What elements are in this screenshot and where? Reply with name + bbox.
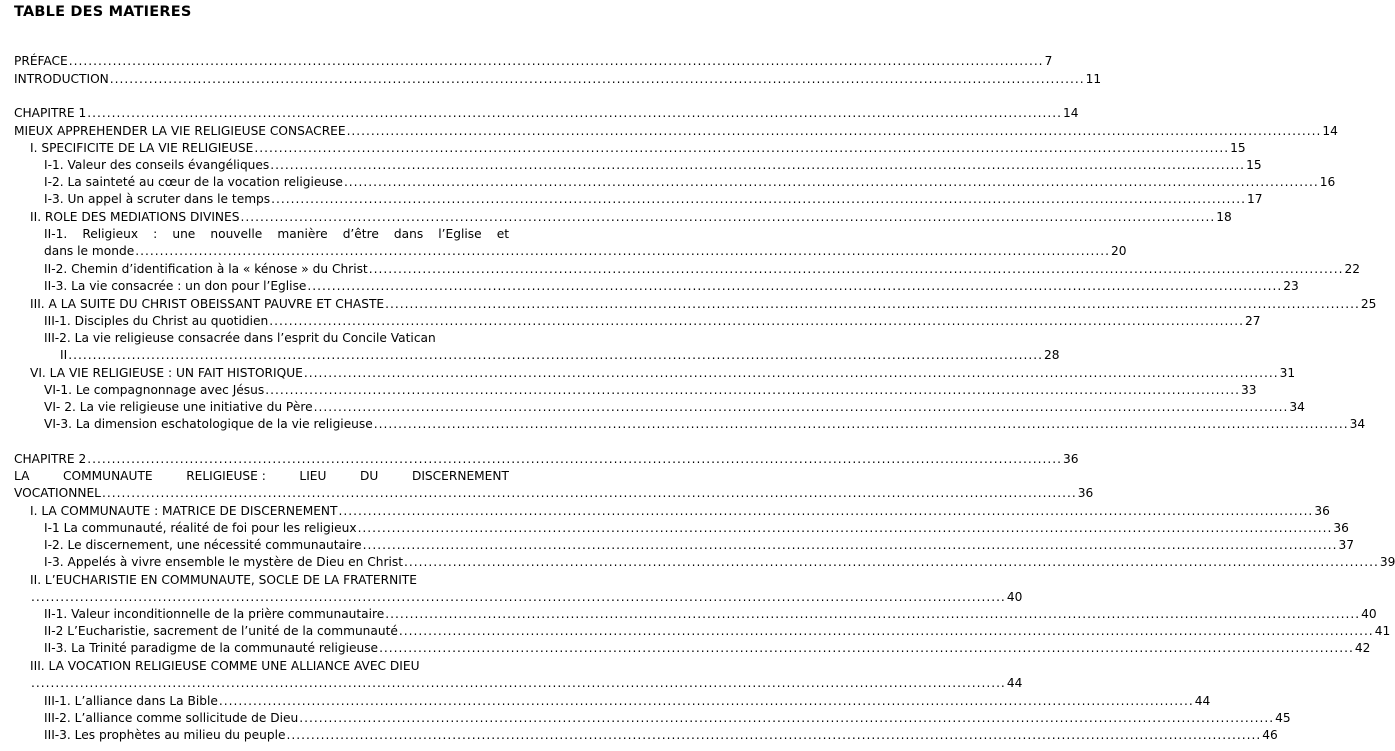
- toc-dot-leader: ........................................................................................................................................................................................................: [343, 175, 1319, 189]
- toc-entry-word: l’Eglise: [438, 227, 482, 241]
- toc-dot-leader: ........................................................................................................................................................................................................: [68, 348, 1044, 362]
- toc-dot-leader: ........................................................................................................................................................................................................: [379, 641, 1354, 655]
- toc-dot-leader: ........................................................................................................................................................................................................: [135, 244, 1111, 258]
- toc-entry-label: CHAPITRE 2: [14, 452, 87, 466]
- toc-entry-label: II: [60, 348, 68, 362]
- toc-entry-label: I-1 La communauté, réalité de foi pour les religieux: [44, 521, 357, 535]
- toc-page-number: 28: [1044, 348, 1060, 362]
- toc-entry-label: I-3. Appelés à vivre ensemble le mystère de Dieu en Christ: [44, 555, 404, 569]
- toc-page-number: 14: [1322, 124, 1338, 138]
- toc-entry-label: I-1. Valeur des conseils évangéliques: [44, 158, 270, 172]
- toc-dot-leader: ........................................................................................................................................................................................................: [357, 521, 1333, 535]
- toc-dot-leader: ........................................................................................................................................................................................................: [271, 192, 1246, 206]
- toc-entry-label-line: [14, 469, 509, 484]
- toc-entry-label: I-3. Un appel à scruter dans le temps: [44, 192, 271, 206]
- toc-entry-label: PRÉFACE: [14, 54, 68, 68]
- toc-entry-label: II-2 L’Eucharistie, sacrement de l’unité de la communauté: [44, 624, 398, 638]
- toc-entry-label: INTRODUCTION: [14, 72, 109, 86]
- toc-page-number: 23: [1283, 279, 1299, 293]
- toc-entry-label: II-2. Chemin d’identification à la « kénose » du Christ: [44, 262, 368, 276]
- toc-entry-label: III-2. L’alliance comme sollicitude de Dieu: [44, 711, 299, 725]
- toc-page-number: 14: [1063, 106, 1079, 120]
- toc-dot-leader: ........................................................................................................................................................................................................: [303, 366, 1279, 380]
- toc-entry-label: VI-1. Le compagnonnage avec Jésus: [44, 383, 265, 397]
- toc-page-number: 41: [1374, 624, 1391, 638]
- toc-dot-leader: ........................................................................................................................................................................................................: [101, 486, 1077, 500]
- toc-entry-word: :: [153, 227, 158, 241]
- toc-dot-leader: ........................................................................................................................................................................................................: [87, 452, 1063, 466]
- toc-entry-label: II. ROLE DES MEDIATIONS DIVINES: [30, 210, 240, 224]
- toc-dot-leader: ........................................................................................................................................................................................................: [269, 314, 1245, 328]
- toc-entry-label: VI- 2. La vie religieuse une initiative du Père: [44, 400, 313, 414]
- toc-entry-label: dans le monde: [44, 244, 135, 258]
- toc-dot-leader: ........................................................................................................................................................................................................: [270, 158, 1246, 172]
- toc-dot-leader: ........................................................................................................................................................................................................: [346, 124, 1322, 138]
- toc-dot-leader: ........................................................................................................................................................................................................: [87, 106, 1063, 120]
- toc-dot-leader: ........................................................................................................................................................................................................: [265, 383, 1241, 397]
- toc-dot-leader: ........................................................................................................................................................................................................: [218, 694, 1194, 708]
- toc-entry-word: dans: [393, 227, 424, 241]
- toc-entry-word: COMMUNAUTE: [63, 469, 153, 483]
- toc-entry-label-line: [30, 573, 509, 588]
- toc-entry-label: II. L’EUCHARISTIE EN COMMUNAUTE, SOCLE DE LA FRATERNITE: [30, 573, 417, 587]
- toc-dot-leader: ........................................................................................................................................................................................................: [31, 676, 1006, 690]
- toc-page-number: 18: [1216, 210, 1232, 224]
- toc-dot-leader: ........................................................................................................................................................................................................: [299, 711, 1275, 725]
- toc-dot-leader: ........................................................................................................................................................................................................: [338, 504, 1314, 518]
- toc-dot-leader: ........................................................................................................................................................................................................: [385, 297, 1360, 311]
- toc-entry-word: II-1.: [44, 227, 68, 241]
- toc-entry-label: II-3. La Trinité paradigme de la communauté religieuse: [44, 641, 379, 655]
- toc-entry-label: III. A LA SUITE DU CHRIST OBEISSANT PAUVRE ET CHASTE: [30, 297, 385, 311]
- toc-page-number: 33: [1241, 383, 1257, 397]
- toc-page-number: 27: [1245, 314, 1261, 328]
- toc-page-number: 40: [1361, 607, 1377, 621]
- toc-entry-label-line: [44, 227, 509, 242]
- toc-dot-leader: ........................................................................................................................................................................................................: [398, 624, 1374, 638]
- toc-dot-leader: ........................................................................................................................................................................................................: [286, 728, 1262, 742]
- toc-page-number: 46: [1262, 728, 1278, 742]
- toc-entry-label: VI-3. La dimension eschatologique de la vie religieuse: [44, 417, 373, 431]
- toc-dot-leader: ........................................................................................................................................................................................................: [368, 262, 1344, 276]
- toc-entry-word: Religieux: [82, 227, 139, 241]
- toc-page-number: 42: [1354, 641, 1371, 655]
- toc-entry-label: III-2. La vie religieuse consacrée dans l’esprit du Concile Vatican: [44, 331, 436, 345]
- toc-entry-word: LIEU: [299, 469, 327, 483]
- toc-entry-label: CHAPITRE 1: [14, 106, 87, 120]
- toc-page-number: 40: [1006, 590, 1023, 604]
- toc-page-number: 22: [1344, 262, 1361, 276]
- toc-entry-word: DU: [360, 469, 379, 483]
- toc-dot-leader: ........................................................................................................................................................................................................: [109, 72, 1085, 86]
- toc-entry-label: VOCATIONNEL: [14, 486, 101, 500]
- toc-dot-leader: ........................................................................................................................................................................................................: [404, 555, 1379, 569]
- toc-entry-word: nouvelle: [210, 227, 263, 241]
- toc-page-number: 20: [1111, 244, 1127, 258]
- toc-page-number: 15: [1230, 141, 1246, 155]
- toc-entry-label: II-1. Valeur inconditionnelle de la prière communautaire: [44, 607, 385, 621]
- toc-title: TABLE DES MATIERES: [14, 4, 192, 20]
- toc-entry-label: VI. LA VIE RELIGIEUSE : UN FAIT HISTORIQUE: [30, 366, 303, 380]
- toc-page-number: 36: [1333, 521, 1349, 535]
- toc-entry-label: III. LA VOCATION RELIGIEUSE COMME UNE ALLIANCE AVEC DIEU: [30, 659, 420, 673]
- toc-entry-label: I. LA COMMUNAUTE : MATRICE DE DISCERNEMENT: [30, 504, 338, 518]
- toc-dot-leader: ........................................................................................................................................................................................................: [362, 538, 1338, 552]
- toc-entry-word: manière: [277, 227, 328, 241]
- toc-dot-leader: ........................................................................................................................................................................................................: [254, 141, 1230, 155]
- toc-entry-label: III-3. Les prophètes au milieu du peuple: [44, 728, 286, 742]
- toc-page-number: 36: [1063, 452, 1079, 466]
- toc-dot-leader: ........................................................................................................................................................................................................: [68, 54, 1044, 68]
- toc-page-number: 34: [1289, 400, 1305, 414]
- toc-page-number: 31: [1279, 366, 1296, 380]
- toc-dot-leader: ........................................................................................................................................................................................................: [373, 417, 1349, 431]
- toc-page-number: 45: [1275, 711, 1291, 725]
- toc-entry-label: MIEUX APPREHENDER LA VIE RELIGIEUSE CONSACREE: [14, 124, 346, 138]
- toc-entry-word: une: [172, 227, 196, 241]
- toc-entry-word: RELIGIEUSE :: [186, 469, 266, 483]
- toc-dot-leader: ........................................................................................................................................................................................................: [385, 607, 1361, 621]
- toc-page-number: 39: [1379, 555, 1395, 569]
- toc-page-number: 44: [1194, 694, 1211, 708]
- toc-entry-label: III-1. Disciples du Christ au quotidien: [44, 314, 269, 328]
- toc-dot-leader: ........................................................................................................................................................................................................: [31, 590, 1006, 604]
- toc-entry-label: III-1. L’alliance dans La Bible: [44, 694, 218, 708]
- toc-page-number: 37: [1338, 538, 1354, 552]
- toc-entry-word: DISCERNEMENT: [411, 469, 509, 483]
- toc-entry-word: LA: [14, 469, 30, 483]
- toc-page-number: 17: [1246, 192, 1263, 206]
- toc-page-number: 34: [1349, 417, 1366, 431]
- toc-entry-label-line: [44, 331, 509, 346]
- toc-entry-label: I. SPECIFICITE DE LA VIE RELIGIEUSE: [30, 141, 254, 155]
- toc-page-number: 44: [1006, 676, 1023, 690]
- toc-entry-label: I-2. La sainteté au cœur de la vocation religieuse: [44, 175, 343, 189]
- toc-dot-leader: ........................................................................................................................................................................................................: [307, 279, 1283, 293]
- toc-page-number: 25: [1360, 297, 1377, 311]
- toc-page-number: 15: [1246, 158, 1262, 172]
- toc-page-number: 7: [1044, 54, 1053, 68]
- toc-page-number: 36: [1077, 486, 1094, 500]
- toc-entry-label: II-3. La vie consacrée : un don pour l’Eglise: [44, 279, 307, 293]
- toc-page-number: 36: [1314, 504, 1330, 518]
- toc-dot-leader: ........................................................................................................................................................................................................: [313, 400, 1289, 414]
- toc-entry-label-line: [30, 659, 509, 674]
- toc-entry-word: et: [496, 227, 509, 241]
- toc-dot-leader: ........................................................................................................................................................................................................: [240, 210, 1216, 224]
- toc-entry-label: I-2. Le discernement, une nécessité communautaire: [44, 538, 362, 552]
- toc-page-number: 11: [1085, 72, 1102, 86]
- toc-entry-word: d’être: [342, 227, 379, 241]
- toc-page-number: 16: [1319, 175, 1336, 189]
